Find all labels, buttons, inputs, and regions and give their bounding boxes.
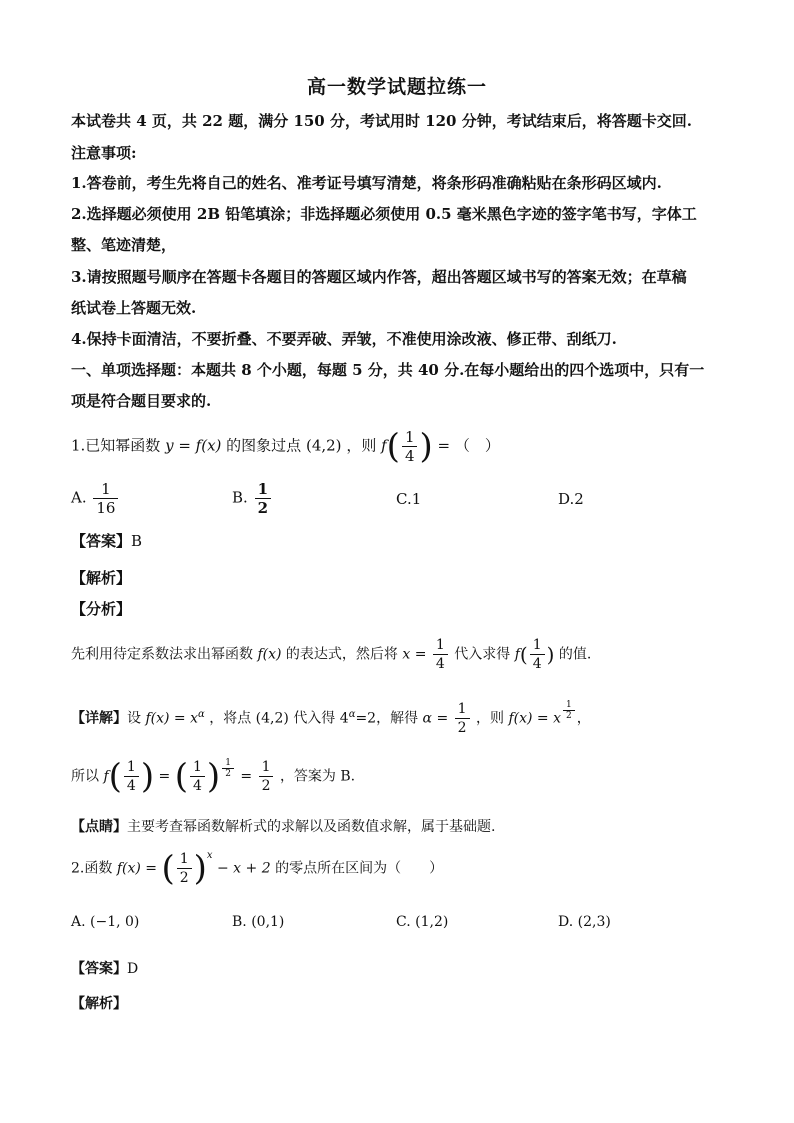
q1-analysis: 先利用待定系数法求出幂函数 f(x) 的表达式，然后将 x = $\frac{1}{4}$ 代入求得 f( $\frac{1}{4}$ ) 的值. — [71, 637, 592, 672]
section-heading-cont: 项是符合题目要求的. — [71, 392, 212, 410]
notice-item-2: 2.选择题必须使用 2B 铅笔填涂；非选择题必须使用 0.5 毫米黑色字迹的签字笔书写，字体工 — [71, 205, 697, 223]
q2-answer: 【答案】D — [71, 961, 139, 977]
notice-item-4: 4.保持卡面清洁，不要折叠、不要弄破、弄皱，不准使用涂改液、修正带、刮纸刀. — [71, 330, 617, 348]
notice-item-3: 3.请按照题号顺序在答题卡各题目的答题区域内作答，超出答题区域书写的答案无效；在草稿 — [71, 268, 687, 286]
q1-option-d: D.2 — [558, 490, 584, 508]
q1-so: 所以 f( $\frac{1}{4}$ ) = ( $\frac{1}{4}$ ) $^{\frac{1}{2}}$ = $\frac{1}{2}$ ，答案为 B. — [71, 756, 356, 797]
q1-jiexi-tag: 【解析】 — [71, 569, 132, 587]
notice-item-2-cont: 整、笔迹清楚， — [71, 236, 177, 254]
q2-option-d: D. (2,3) — [558, 914, 611, 930]
page-title: 高一数学试题拉练一 — [306, 76, 487, 98]
notice-heading: 注意事项: — [71, 144, 137, 162]
q1-detail: 【详解】设 $f(x) = x^\alpha$ ，将点 (4,2) 代入得 $4^\alpha=2$，解得 α = $\frac{1}{2}$ ，则 f(x) = x $^{\frac{1}{2}}$ ， — [71, 700, 591, 736]
notice-item-3-cont: 纸试卷上答题无效. — [71, 299, 197, 317]
q2-jiexi-tag: 【解析】 — [71, 996, 127, 1012]
q1-option-a: A. $\frac{1}{16}$ — [71, 480, 120, 517]
q2-option-c: C. (1,2) — [396, 914, 449, 930]
intro-line: 本试卷共 4 页，共 22 题，满分 150 分，考试用时 120 分钟，考试结束后，将答题卡交回. — [71, 112, 692, 130]
q1-option-b: B. $\frac{1}{2}$ — [232, 480, 273, 517]
q1-dianjing: 【点睛】主要考查幂函数解析式的求解以及函数值求解，属于基础题. — [71, 819, 496, 835]
q2-option-a: A. (−1, 0) — [71, 914, 140, 930]
question-2-stem: 2.函数 f(x) = ( $\frac{1}{2}$ )$^x$ − x + 2 的零点所在区间为（ ） — [71, 848, 444, 889]
q1-fenxi-tag: 【分析】 — [71, 600, 132, 618]
q2-option-b: B. (0,1) — [232, 914, 285, 930]
q1-answer: 【答案】B — [71, 532, 143, 550]
section-heading: 一、单项选择题：本题共 8 个小题，每题 5 分，共 40 分.在每小题给出的四个选项中，只有一 — [71, 361, 705, 379]
q1-option-c: C.1 — [396, 490, 422, 508]
question-1-stem: 1.已知幂函数 y = f(x) 的图象过点 (4,2) ，则 f( $\frac{1}{4}$ ) = （ ） — [71, 426, 500, 467]
notice-item-1: 1.答卷前，考生先将自己的姓名、准考证号填写清楚，将条形码准确粘贴在条形码区域内. — [71, 174, 662, 192]
